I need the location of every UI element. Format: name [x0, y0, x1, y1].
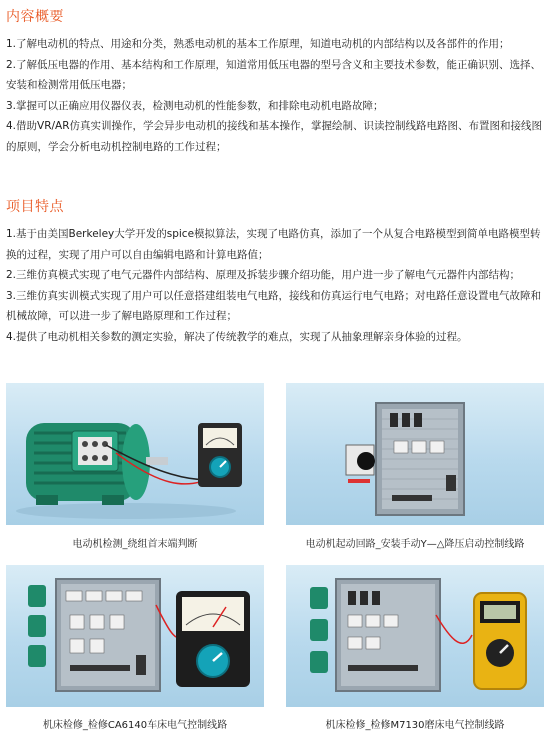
overview-item: 4.借助VR/AR仿真实训操作，学会异步电动机的接线和基本操作，掌握绘制、识读控制线路电路图、布置图和接线图的原则，学会分析电动机控制电路的工作过程；: [6, 120, 543, 153]
caption-figure-3: 机床检修_检修CA6140车床电气控制线路: [42, 720, 228, 731]
figure-m7130: [286, 565, 544, 707]
feature-item: 2.三维仿真模式实现了电气元器件内部结构、原理及拆装步骤介绍功能，用户进一步了解电气元器件内部结构；: [6, 269, 521, 282]
feature-item: 1.基于由美国Berkeley大学开发的spice模拟算法，实现了电路仿真，添加了一个从复合电路模型到简单电路模型转换的过程，实现了用户可以自由编辑电路和计算电路值；: [6, 228, 541, 261]
caption-figure-4: 机床检修_检修M7130磨床电气控制线路: [325, 720, 505, 731]
motor-and-multimeter-illustration: [6, 383, 264, 525]
grinder-panel-and-digital-meter-illustration: [286, 565, 544, 707]
overview-list: [6, 34, 544, 158]
overview-item: 3.掌握可以正确应用仪器仪表，检测电动机的性能参数，和排除电动机电路故障；: [6, 99, 384, 112]
feature-item: 3.三维仿真实训模式实现了用户可以任意搭建组装电气电路，接线和仿真运行电气电路；对电路任意设置电气故障和机械故障，可以进一步了解电路原理和工作过程；: [6, 289, 542, 323]
section-title-overview: 内容概要: [6, 9, 64, 25]
caption-figure-1: 电动机检测_绕组首末端判断: [72, 539, 198, 550]
figure-motor-detection: [6, 383, 264, 525]
section-title-features: 项目特点: [6, 199, 64, 215]
features-list: [6, 224, 544, 348]
lathe-panel-and-analog-meter-illustration: [6, 565, 264, 707]
figure-ca6140: [6, 565, 264, 707]
caption-figure-2: 电动机起动回路_安装手动Y—△降压启动控制线路: [305, 539, 525, 550]
overview-item: 2.了解低压电器的作用、基本结构和工作原理，知道常用低压电器的型号含义和主要技术参数，能正确识别、选择、安装和检测常用低压电器；: [6, 58, 542, 92]
overview-item: 1.了解电动机的特点、用途和分类，熟悉电动机的基本工作原理，知道电动机的内部结构以及各部件的作用；: [6, 38, 510, 50]
feature-item: 4.提供了电动机相关参数的测定实验，解决了传统教学的难点，实现了从抽象理解亲身体验的过程。: [6, 330, 468, 343]
figure-starter-circuit: [286, 383, 544, 525]
control-panel-illustration: [286, 383, 544, 525]
